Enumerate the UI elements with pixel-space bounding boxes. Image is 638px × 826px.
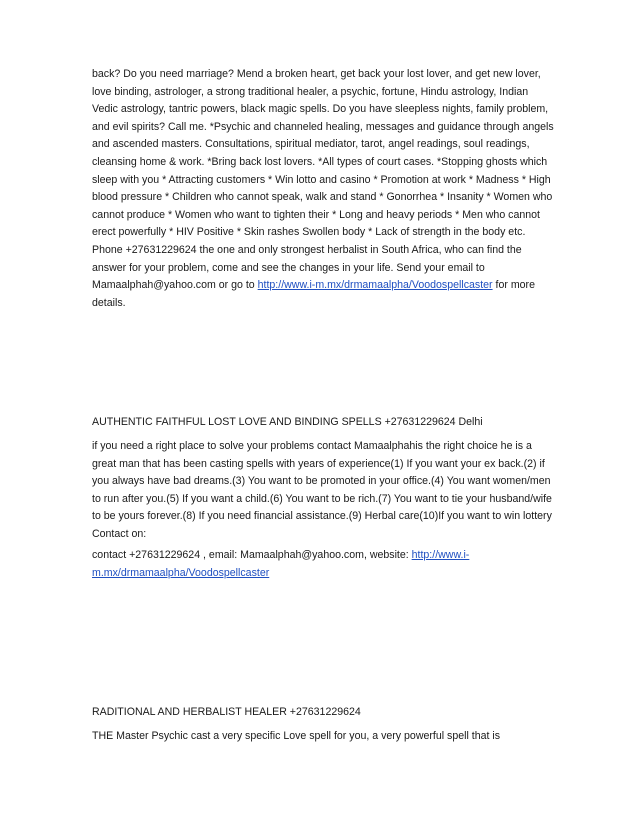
paragraph-master-psychic: THE Master Psychic cast a very specific Love spell for you, a very powerful spell that is	[92, 730, 501, 742]
paragraph-services	[92, 66, 554, 312]
website-link-contact[interactable]: http://www.i-m.mx/drmamaalpha/Voodospellcaster	[92, 549, 470, 579]
paragraph-lost-love: if you need a right place to solve your problems contact Mamaalphahis the right choice he is a great man that has been casting spells with years of experience(1) If you want your ex back.(2) if you always have bad dreams.(3) You want to be promoted in your office.(4) You want women/men to run after you.(5) If you want a child.(6) You want to be rich.(7) You want to tie your husband/wife to be yours forever.(8) If you need financial assistance.(9) Herbal care(10)If you want to win lottery Contact on:	[92, 440, 552, 540]
paragraph-services-tail: for more details.	[92, 279, 535, 309]
section-heading-lost-love: AUTHENTIC FAITHFUL LOST LOVE AND BINDING SPELLS +27631229624 Delhi	[92, 416, 483, 428]
paragraph-services-text: back? Do you need marriage? Mend a broken heart, get back your lost lover, and get new lover, love binding, astrologer, a strong traditional healer, a psychic, fortune, Hindu astrology, Indian Vedic astrology, tantric powers, black magic spells. Do you have sleepless nights, family problem, and evil spirits? Call me. *Psychic and channeled healing, messages and guidance through angels and ascended masters. Consultations, spiritual mediator, tarot, angel readings, soul readings, cleansing home & work. *Bring back lost lovers. *All types of court cases. *Stopping ghosts which sleep with you * Attracting customers * Win lotto and casino * Promotion at work * Madness * High blood pressure * Children who cannot speak, walk and stand * Gonorrhea * Insanity * Women who cannot produce * Women who want to tighten their * Long and heavy periods * Men who cannot erect powerfully * HIV Positive * Skin rashes Swollen body * Lack of strength in the body etc. Phone +27631229624 the one and only strongest herbalist in South Africa, who can find the answer for your problem, come and see the changes in your life. Send your email to Mamaalphah@yahoo.com or go to	[92, 68, 554, 292]
section-heading-herbalist: RADITIONAL AND HERBALIST HEALER +27631229624	[92, 706, 361, 718]
paragraph-contact-text: contact +27631229624 , email: Mamaalphah@yahoo.com, website:	[92, 549, 412, 561]
website-link[interactable]: http://www.i-m.mx/drmamaalpha/Voodospellcaster	[257, 279, 493, 292]
paragraph-contact	[92, 547, 554, 582]
